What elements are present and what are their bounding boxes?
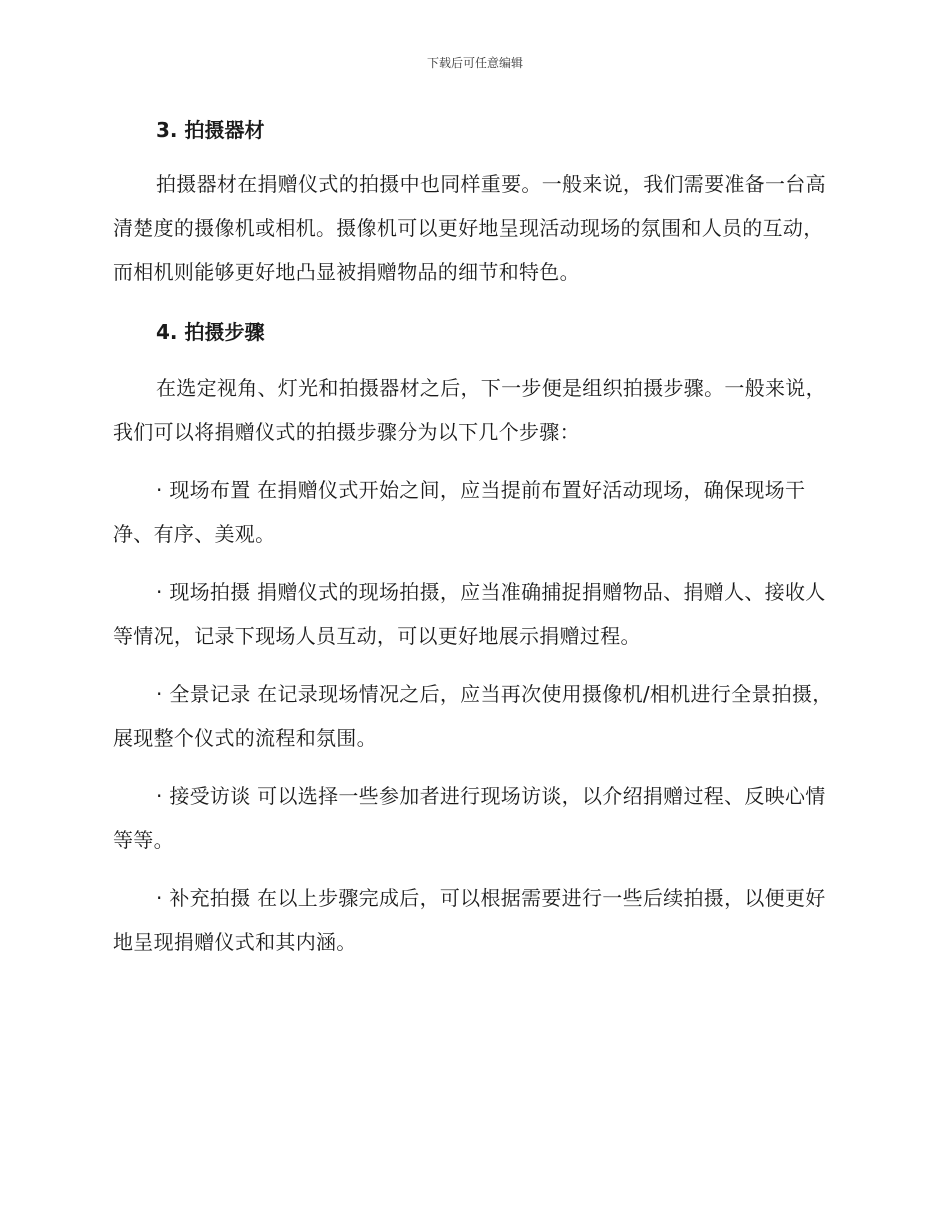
step-item-site-setup: · 现场布置 在捐赠仪式开始之间，应当提前布置好活动现场，确保现场干净、有序、美观。 — [113, 478, 806, 546]
page-header: 下载后可任意编辑 — [426, 56, 523, 70]
document-body — [113, 110, 838, 964]
section-3-paragraph: 拍摄器材在捐赠仪式的拍摄中也同样重要。一般来说，我们需要准备一台高清楚度的摄像机或相机。摄像机可以更好地呈现活动现场的氛围和人员的互动，而相机则能够更好地凸显被捐赠物品的细节和特色。 — [113, 172, 826, 284]
step-item-supplementary-shooting: · 补充拍摄 在以上步骤完成后，可以根据需要进行一些后续拍摄，以便更好地呈现捐赠仪式和其内涵。 — [113, 886, 826, 954]
step-item-on-site-shooting: · 现场拍摄 捐赠仪式的现场拍摄，应当准确捕捉捐赠物品、捐赠人、接收人等情况，记录下现场人员互动，可以更好地展示捐赠过程。 — [113, 580, 826, 648]
section-4-intro: 在选定视角、灯光和拍摄器材之后，下一步便是组织拍摄步骤。一般来说，我们可以将捐赠仪式的拍摄步骤分为以下几个步骤： — [113, 376, 826, 444]
section-3-heading: 3. 拍摄器材 — [156, 118, 265, 142]
section-4-heading: 4. 拍摄步骤 — [156, 320, 265, 344]
step-item-interview: · 接受访谈 可以选择一些参加者进行现场访谈，以介绍捐赠过程、反映心情等等。 — [113, 784, 826, 852]
step-item-panorama-record: · 全景记录 在记录现场情况之后，应当再次使用摄像机/相机进行全景拍摄，展现整个仪式的流程和氛围。 — [113, 682, 833, 750]
